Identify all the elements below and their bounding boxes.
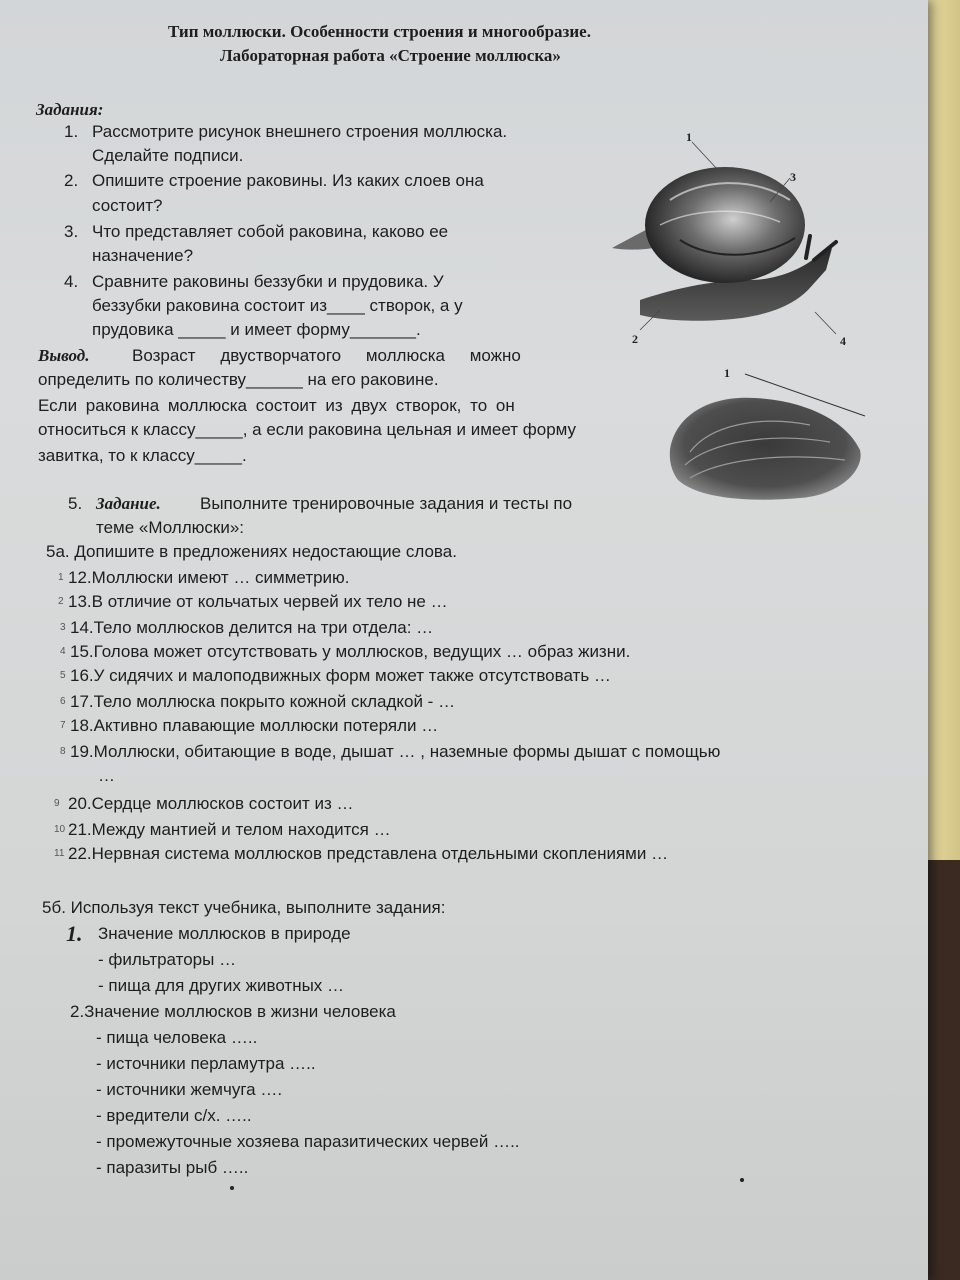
snail-label-3: 3 xyxy=(790,170,796,184)
task-5-label: Задание. xyxy=(96,494,161,513)
task-1-number: 1. xyxy=(64,122,79,141)
question-21: 21.Между мантией и телом находится … xyxy=(68,820,391,839)
question-18: 18.Активно плавающие моллюски потеряли … xyxy=(70,716,439,735)
conclusion-line-3: Если раковина моллюска состоит из двух створок, то он xyxy=(38,396,515,415)
pen-dot xyxy=(230,1186,234,1190)
handwritten-mark-8: 8 xyxy=(60,746,66,757)
question-14: 14.Тело моллюсков делится на три отдела: … xyxy=(70,618,434,637)
handwritten-mark-10: 10 xyxy=(54,824,66,835)
handwritten-number-1: 1. xyxy=(66,921,83,946)
question-13: 13.В отличие от кольчатых червей их тело не … xyxy=(68,592,448,611)
task-3-line-2: назначение? xyxy=(92,246,194,265)
handwritten-mark-1: 1 xyxy=(58,572,64,583)
snail-label-4: 4 xyxy=(840,334,846,348)
conclusion-line-1: Возраст двустворчатого моллюска можно xyxy=(132,346,521,365)
subsection-2-item-5: - промежуточные хозяева паразитических червей ….. xyxy=(96,1132,520,1151)
subsection-1-title: Значение моллюсков в природе xyxy=(98,924,351,943)
snail-illustration xyxy=(600,130,860,360)
conclusion-line-2: определить по количеству______ на его раковине. xyxy=(38,370,439,389)
task-4-line-2: беззубки раковина состоит из____ створок, а у xyxy=(92,296,463,315)
subsection-2-item-2: - источники перламутра ….. xyxy=(96,1054,316,1073)
task-2-number: 2. xyxy=(64,171,79,190)
background-dark-area xyxy=(925,860,960,1280)
subsection-1-item-2: - пища для других животных … xyxy=(98,976,345,995)
clam-illustration xyxy=(660,370,880,520)
question-15: 15.Голова может отсутствовать у моллюсков, ведущих … образ жизни. xyxy=(70,642,631,661)
clam-shell xyxy=(670,398,861,500)
conclusion-line-5: завитка, то к классу_____. xyxy=(38,446,247,465)
subsection-2-item-4: - вредители с/х. ….. xyxy=(96,1106,252,1125)
tasks-heading: Задания: xyxy=(36,100,104,119)
question-16: 16.У сидячих и малоподвижных форм может также отсутствовать … xyxy=(70,666,611,685)
task-2-line-1: Опишите строение раковины. Из каких слоев она xyxy=(92,171,484,190)
task-1-line-2: Сделайте подписи. xyxy=(92,146,244,165)
handwritten-mark-6: 6 xyxy=(60,696,66,707)
subsection-2-item-6: - паразиты рыб ….. xyxy=(96,1158,249,1177)
handwritten-mark-7: 7 xyxy=(60,720,66,731)
question-19-continuation: … xyxy=(98,766,115,785)
question-12: 12.Моллюски имеют … симметрию. xyxy=(68,568,350,587)
task-4-number: 4. xyxy=(64,272,79,291)
handwritten-mark-9: 9 xyxy=(54,798,60,809)
conclusion-line-4: относиться к классу_____, а если раковина цельная и имеет форму xyxy=(38,420,577,439)
question-22: 22.Нервная система моллюсков представлена отдельными скоплениями … xyxy=(68,844,669,863)
task-5-line-2: теме «Моллюски»: xyxy=(96,518,245,537)
snail-label-2: 2 xyxy=(632,332,638,346)
snail-shell xyxy=(645,167,805,283)
subsection-2-item-3: - источники жемчуга …. xyxy=(96,1080,283,1099)
subsection-2-item-1: - пища человека ….. xyxy=(96,1028,258,1047)
pen-dot xyxy=(740,1178,744,1182)
task-5-number: 5. xyxy=(68,494,83,513)
handwritten-mark-4: 4 xyxy=(60,646,66,657)
task-4-line-1: Сравните раковины беззубки и прудовика. У xyxy=(92,272,444,291)
snail-label-1: 1 xyxy=(686,130,692,144)
question-17: 17.Тело моллюска покрыто кожной складкой - … xyxy=(70,692,456,711)
handwritten-mark-2: 2 xyxy=(58,596,64,607)
handwritten-mark-3: 3 xyxy=(60,622,66,633)
task-4-line-3: прудовика _____ и имеет форму_______. xyxy=(92,320,421,339)
page-title-line-2: Лабораторная работа «Строение моллюска» xyxy=(220,46,561,65)
section-5a-heading: 5а. Допишите в предложениях недостающие слова. xyxy=(46,542,457,561)
task-2-line-2: состоит? xyxy=(92,196,163,215)
question-20: 20.Сердце моллюсков состоит из … xyxy=(68,794,354,813)
page-title-line-1: Тип моллюски. Особенности строения и многообразие. xyxy=(168,22,591,41)
clam-label-1: 1 xyxy=(724,366,730,380)
handwritten-mark-5: 5 xyxy=(60,670,66,681)
conclusion-label: Вывод. xyxy=(38,346,90,365)
task-1-line-1: Рассмотрите рисунок внешнего строения моллюска. xyxy=(92,122,508,141)
snail-tentacle xyxy=(806,236,810,258)
task-3-line-1: Что представляет собой раковина, каково ее xyxy=(92,222,449,241)
handwritten-mark-11: 11 xyxy=(54,848,65,859)
task-3-number: 3. xyxy=(64,222,79,241)
subsection-1-item-1: - фильтраторы … xyxy=(98,950,237,969)
section-5b-heading: 5б. Используя текст учебника, выполните задания: xyxy=(42,898,446,917)
task-5-line-1: Выполните тренировочные задания и тесты по xyxy=(200,494,573,513)
question-19: 19.Моллюски, обитающие в воде, дышат … , наземные формы дышат с помощью xyxy=(70,742,721,761)
subsection-2-title: 2.Значение моллюсков в жизни человека xyxy=(70,1002,396,1021)
